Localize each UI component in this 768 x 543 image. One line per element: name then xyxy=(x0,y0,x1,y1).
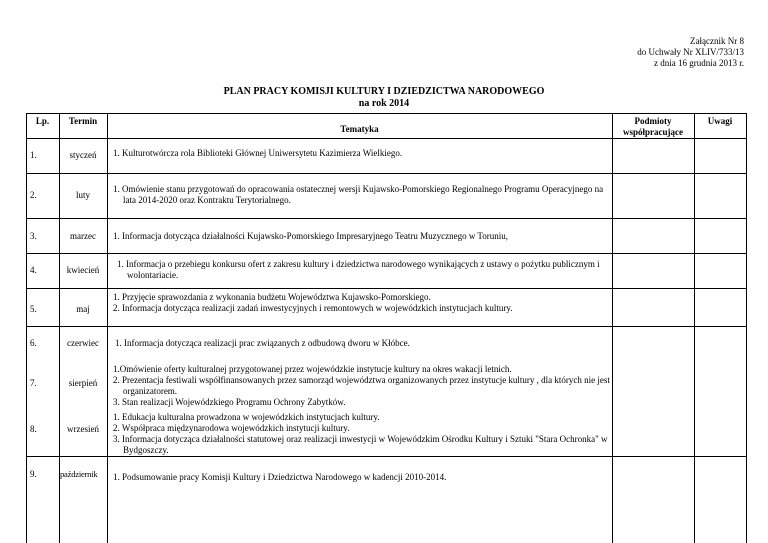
header-line-2: do Uchwały Nr XLIV/733/13 xyxy=(637,47,744,57)
title-line-1: PLAN PRACY KOMISJI KULTURY I DZIEDZICTWA NARODOWEGO xyxy=(223,86,545,97)
col-header-termin: Termin xyxy=(68,116,98,126)
row-tematyka: 1. Kulturotwórcza rola Biblioteki Głównej Uniwersytetu Kazimierza Wielkiego. xyxy=(113,148,403,158)
row-termin: październik xyxy=(60,469,98,479)
row-tematyka: 1. Informacja dotycząca realizacji prac związanych z odbudową dworu w Kłóbce. xyxy=(115,338,410,348)
row-lp: 7. xyxy=(30,378,37,388)
row-lp: 9. xyxy=(30,469,37,479)
row-termin: kwiecień xyxy=(66,265,100,275)
row-tematyka: 1. Przyjęcie sprawozdania z wykonania budżetu Województwa Kujawsko-Pomorskiego. 2. Informacja dotycząca realizacji zadań inwestycyjnych i remontowych w wojewódzkich instytucjach kultury. xyxy=(113,292,513,313)
row-lp: 2. xyxy=(30,190,37,200)
page-title xyxy=(0,86,768,110)
row-lp: 3. xyxy=(30,231,37,241)
row-termin: sierpień xyxy=(68,378,98,388)
row-tematyka: 1. Podsumowanie pracy Komisji Kultury i Dziedzictwa Narodowego w kadencji 2010-2014. xyxy=(113,472,447,482)
col-header-podmioty: Podmioty współpracujące xyxy=(623,116,683,137)
row-termin: styczeń xyxy=(69,150,97,160)
document-header xyxy=(637,36,744,69)
row-lp: 5. xyxy=(30,304,37,314)
col-header-uwagi: Uwagi xyxy=(707,116,733,126)
row-termin: marzec xyxy=(70,231,96,241)
row-tematyka: 1. Omówienie stanu przygotowań do opracowania ostatecznej wersji Kujawsko-Pomorskiego Regionalnego Programu Operacyjnego na lata 2014-2020 oraz Kontraktu Terytorialnego. xyxy=(113,184,604,205)
row-termin: luty xyxy=(75,190,90,200)
row-lp: 6. xyxy=(30,338,37,348)
row-tematyka: 1. Informacja o przebiegu konkursu ofert z zakresu kultury i dziedzictwa narodowego wynikających z ustawy o pożytku publicznym i wolontariacie. xyxy=(117,259,600,280)
row-tematyka: 1.Omówienie oferty kulturalnej przygotowanej przez wojewódzkie instytucje kultury na okres wakacji letnich. 2. Prezentacja festiwali współfinansowanych przez samorząd województwa organizowanych przez instytucje kultury , dla których nie jest organizatorem. 3. Stan realizacji Wojewódzkiego Programu Ochrony Zabytków. xyxy=(113,364,610,407)
row-termin: maj xyxy=(76,304,90,314)
header-line-3: z dnia 16 grudnia 2013 r. xyxy=(654,58,744,68)
row-lp: 4. xyxy=(30,265,37,275)
header-line-1: Załącznik Nr 8 xyxy=(690,36,744,46)
col-header-lp: Lp. xyxy=(35,116,50,126)
row-tematyka: 1. Informacja dotycząca działalności Kujawsko-Pomorskiego Impresaryjnego Teatru Muzycznego w Toruniu, xyxy=(113,231,509,241)
row-lp: 8. xyxy=(30,424,37,434)
row-termin: czerwiec xyxy=(67,338,99,348)
row-termin: wrzesień xyxy=(67,424,99,434)
row-tematyka: 1. Edukacja kulturalna prowadzona w wojewódzkich instytucjach kultury. 2. Współpraca międzynarodowa wojewódzkich instytucji kultury. 3. Informacja dotycząca działalności statutowej oraz realizacji inwestycji w Wojewódzkim Ośrodku Kultury i Sztuki "Stara Ochronka" w Bydgoszczy. xyxy=(113,412,608,455)
row-lp: 1. xyxy=(30,150,37,160)
col-header-tematyka: Tematyka xyxy=(340,124,379,134)
title-line-2: na rok 2014 xyxy=(358,98,410,109)
